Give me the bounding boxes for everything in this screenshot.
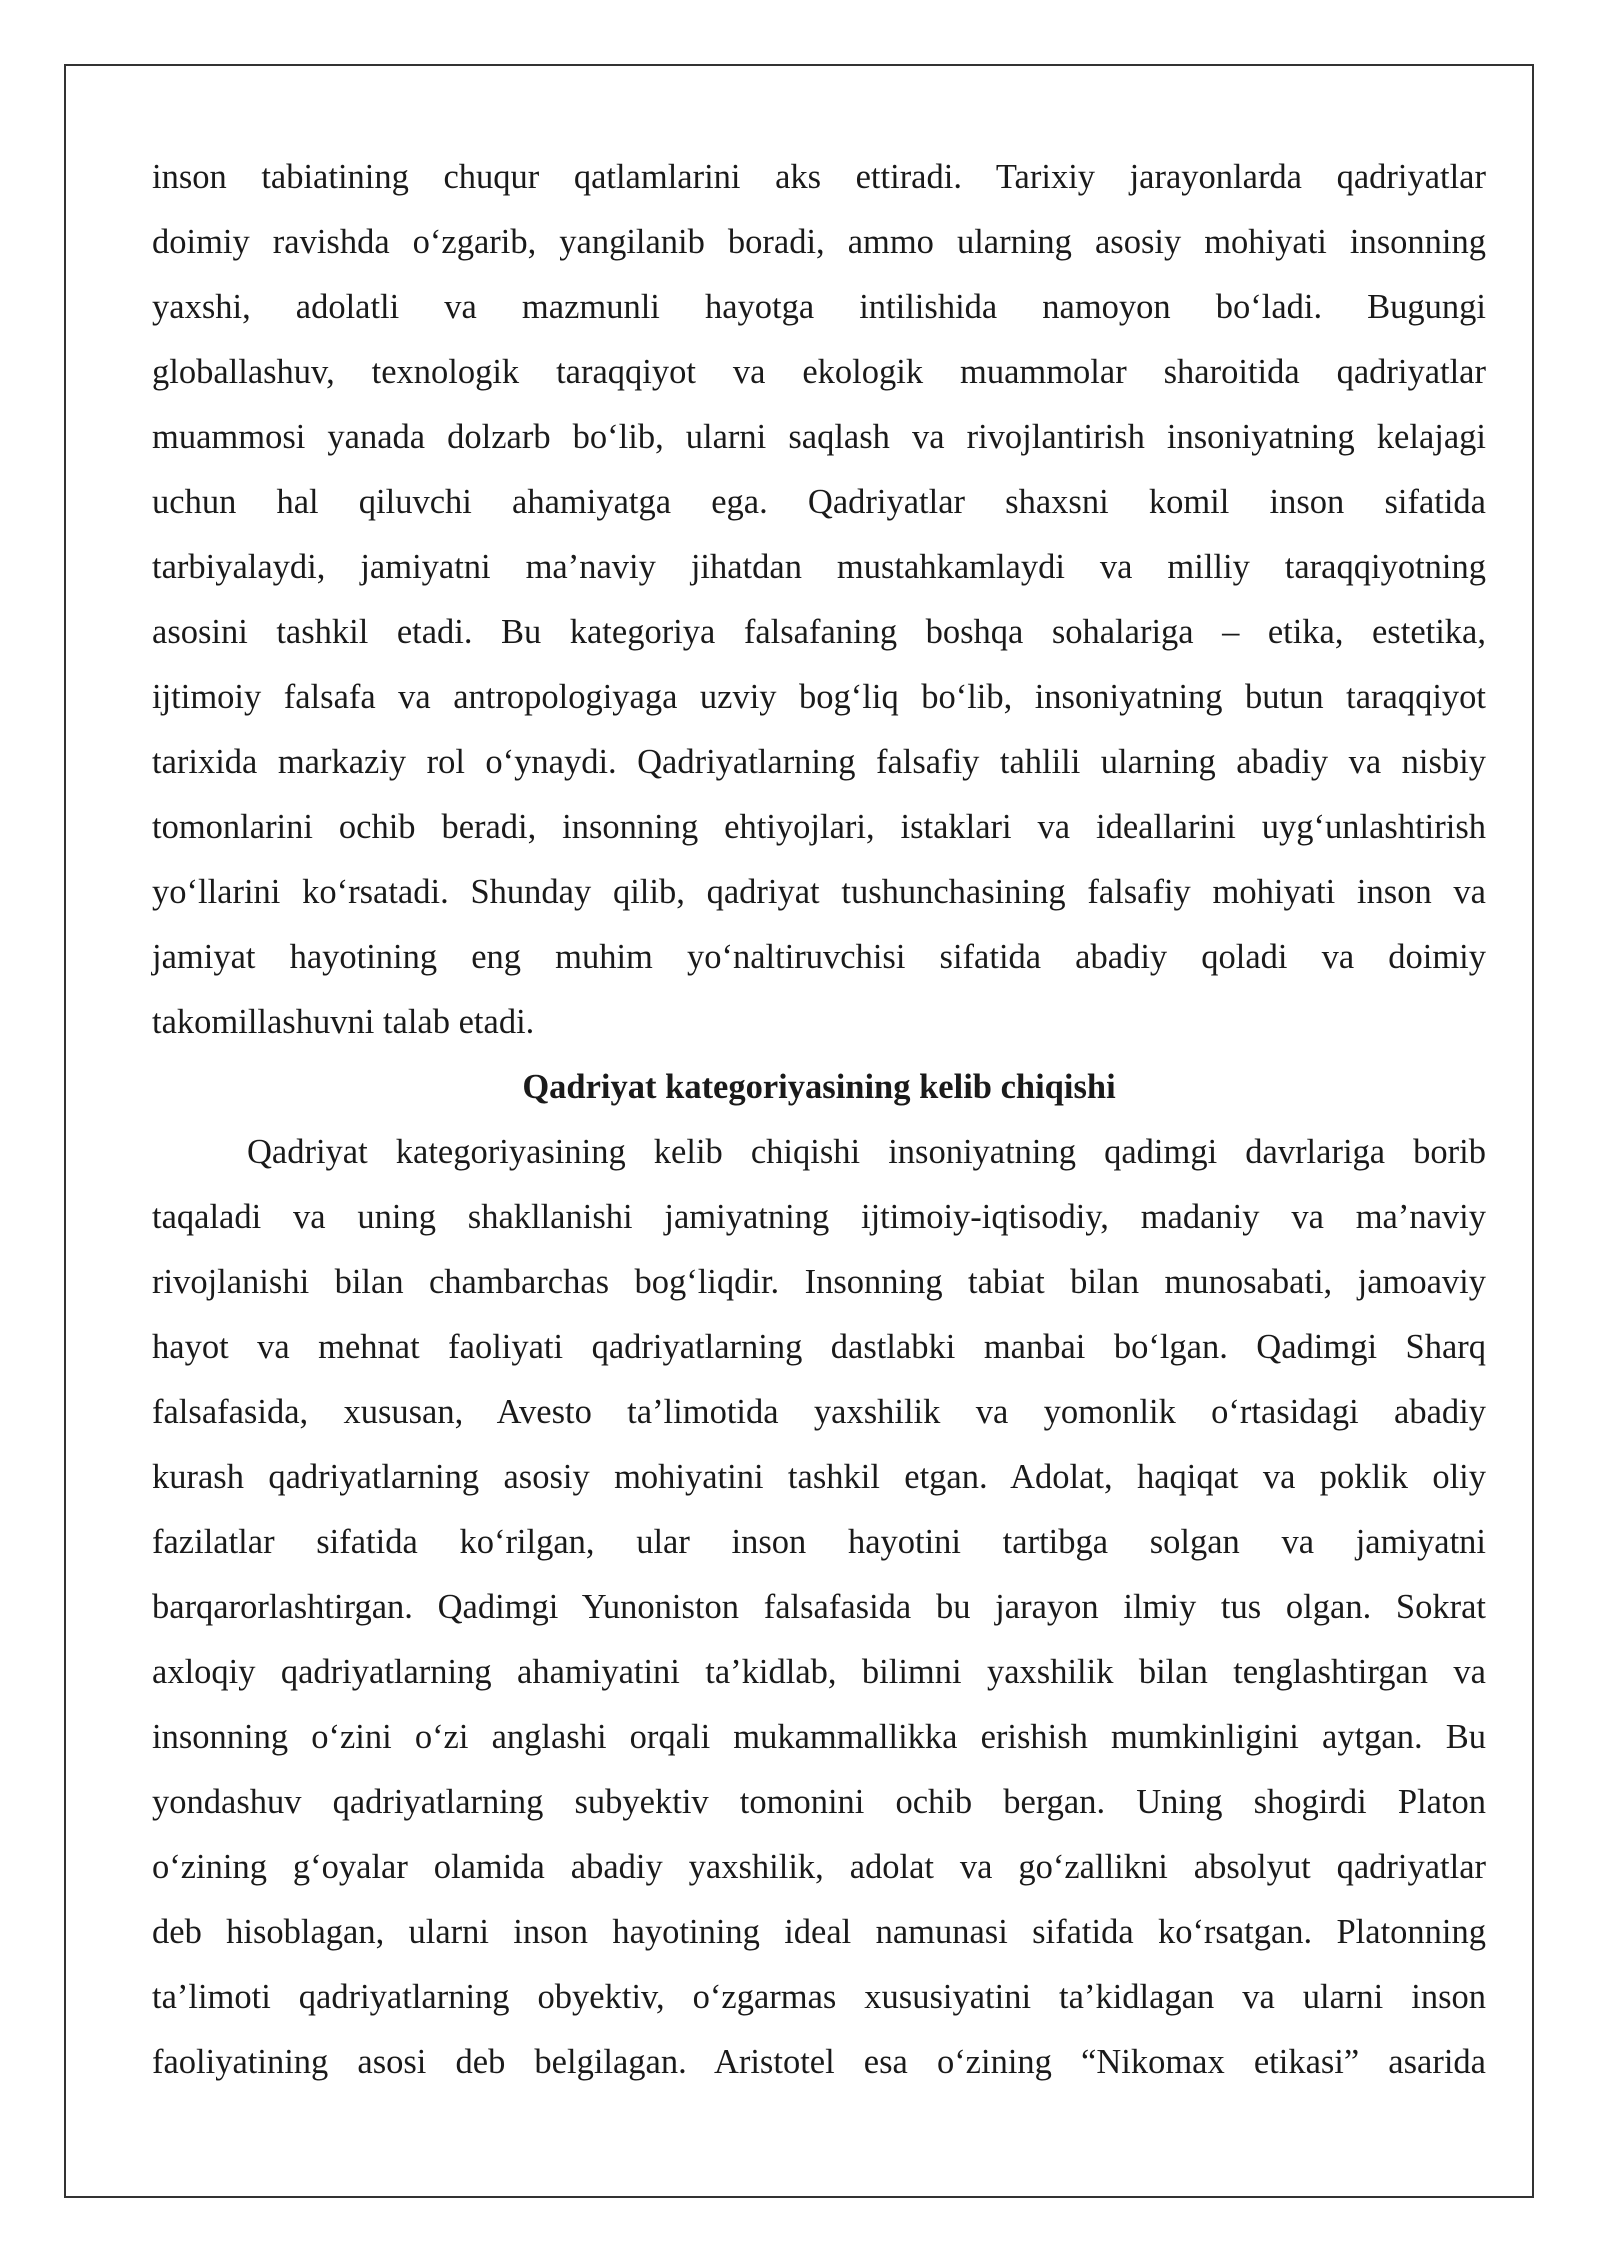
text-line: o‘zining g‘oyalar olamida abadiy yaxshilik, adolat va go‘zallikni absolyut qadriyatlar	[152, 1848, 1486, 1886]
paragraph-1	[152, 145, 1486, 1055]
text-line: yondashuv qadriyatlarning subyektiv tomonini ochib bergan. Uning shogirdi Platon	[152, 1783, 1486, 1821]
text-line: hayot va mehnat faoliyati qadriyatlarning dastlabki manbai bo‘lgan. Qadimgi Sharq	[152, 1328, 1486, 1366]
text-line: globallashuv, texnologik taraqqiyot va ekologik muammolar sharoitida qadriyatlar	[152, 353, 1486, 391]
text-line: falsafasida, xususan, Avesto ta’limotida yaxshilik va yomonlik o‘rtasidagi abadiy	[152, 1393, 1486, 1431]
text-line: uchun hal qiluvchi ahamiyatga ega. Qadriyatlar shaxsni komil inson sifatida	[152, 483, 1486, 521]
text-line: axloqiy qadriyatlarning ahamiyatini ta’kidlab, bilimni yaxshilik bilan tenglashtirgan va	[152, 1653, 1486, 1691]
text-line: tarixida markaziy rol o‘ynaydi. Qadriyatlarning falsafiy tahlili ularning abadiy va nisbiy	[152, 743, 1486, 781]
paragraph-2	[152, 1120, 1486, 2095]
text-line: insonning o‘zini o‘zi anglashi orqali mukammallikka erishish mumkinligini aytgan. Bu	[152, 1718, 1486, 1756]
document-body	[152, 145, 1486, 2095]
section-heading: Qadriyat kategoriyasining kelib chiqishi	[522, 1068, 1116, 1106]
text-line: faoliyatining asosi deb belgilagan. Aristotel esa o‘zining “Nikomax etikasi” asarida	[152, 2043, 1486, 2081]
text-line: Qadriyat kategoriyasining kelib chiqishi insoniyatning qadimgi davrlariga borib	[247, 1133, 1486, 1171]
text-line: tarbiyalaydi, jamiyatni ma’naviy jihatdan mustahkamlaydi va milliy taraqqiyotning	[152, 548, 1486, 586]
text-line: takomillashuvni talab etadi.	[152, 1003, 535, 1041]
text-line: ta’limoti qadriyatlarning obyektiv, o‘zgarmas xususiyatini ta’kidlagan va ularni inson	[152, 1978, 1486, 2016]
text-line: yo‘llarini ko‘rsatadi. Shunday qilib, qadriyat tushunchasining falsafiy mohiyati inson va	[152, 873, 1486, 911]
text-line: fazilatlar sifatida ko‘rilgan, ular inson hayotini tartibga solgan va jamiyatni	[152, 1523, 1486, 1561]
text-line: inson tabiatining chuqur qatlamlarini aks ettiradi. Tarixiy jarayonlarda qadriyatlar	[152, 158, 1486, 196]
text-line: yaxshi, adolatli va mazmunli hayotga intilishida namoyon bo‘ladi. Bugungi	[152, 288, 1486, 326]
text-line: tomonlarini ochib beradi, insonning ehtiyojlari, istaklari va ideallarini uyg‘unlashtirish	[152, 808, 1486, 846]
text-line: deb hisoblagan, ularni inson hayotining ideal namunasi sifatida ko‘rsatgan. Platonning	[152, 1913, 1486, 1951]
text-line: doimiy ravishda o‘zgarib, yangilanib boradi, ammo ularning asosiy mohiyati insonning	[152, 223, 1486, 261]
text-line: asosini tashkil etadi. Bu kategoriya falsafaning boshqa sohalariga – etika, estetika,	[152, 613, 1486, 651]
text-line: rivojlanishi bilan chambarchas bog‘liqdir. Insonning tabiat bilan munosabati, jamoaviy	[152, 1263, 1486, 1301]
text-line: jamiyat hayotining eng muhim yo‘naltiruvchisi sifatida abadiy qoladi va doimiy	[152, 938, 1486, 976]
text-line: taqaladi va uning shakllanishi jamiyatning ijtimoiy-iqtisodiy, madaniy va ma’naviy	[152, 1198, 1486, 1236]
text-line: barqarorlashtirgan. Qadimgi Yunoniston falsafasida bu jarayon ilmiy tus olgan. Sokrat	[152, 1588, 1486, 1626]
text-line: ijtimoiy falsafa va antropologiyaga uzviy bog‘liq bo‘lib, insoniyatning butun taraqqiyot	[152, 678, 1486, 716]
text-line: kurash qadriyatlarning asosiy mohiyatini tashkil etgan. Adolat, haqiqat va poklik oliy	[152, 1458, 1486, 1496]
text-line: muammosi yanada dolzarb bo‘lib, ularni saqlash va rivojlantirish insoniyatning kelajagi	[152, 418, 1486, 456]
